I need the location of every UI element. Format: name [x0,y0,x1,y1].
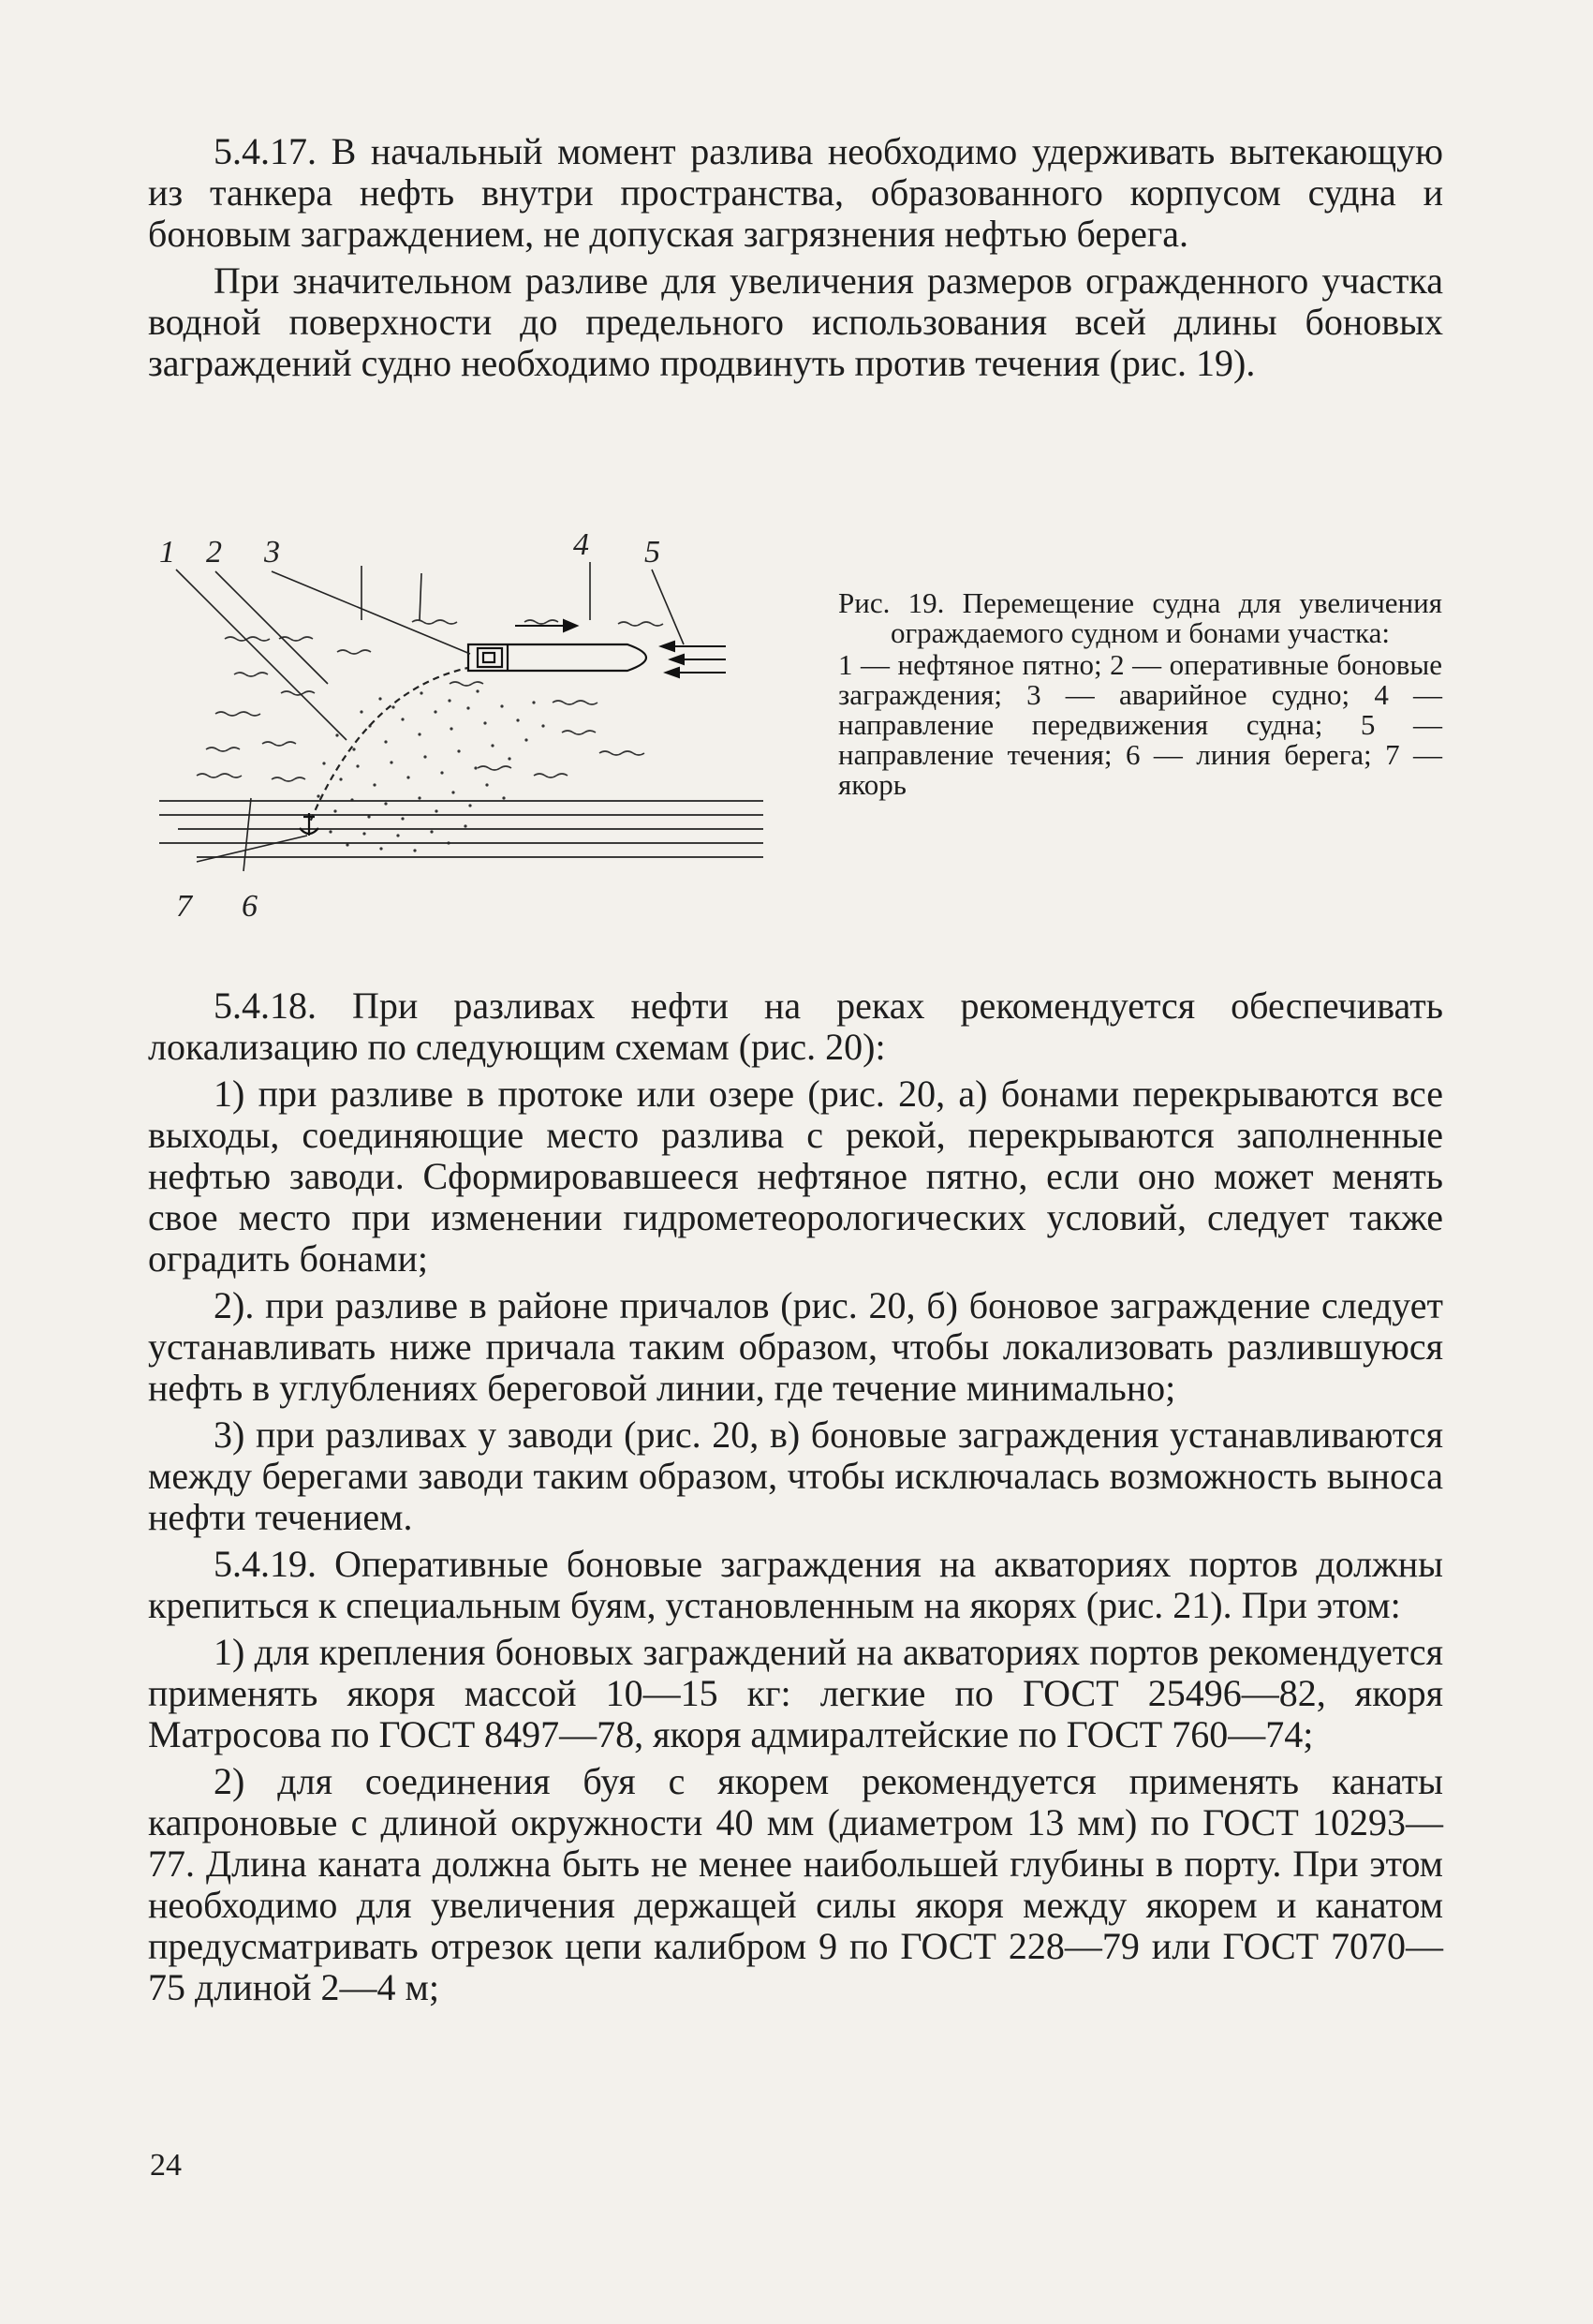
figure-label-6: 6 [242,889,258,924]
paragraph-5-4-17: 5.4.17. В начальный момент разлива необходимо удерживать вытекающую из танкера нефть внутри пространства, образованного корпусом судна и боновым заграждением, не допуская загрязнения нефтью берега. [148,130,1443,255]
figure-19-caption [838,588,1442,800]
figure-label-5: 5 [644,535,660,570]
anchor-icon [300,813,318,836]
text-block-main [148,985,1443,2008]
paragraph-anchors: 1) для крепления боновых заграждений на акваториях портов рекомендуется применять якоря массой 10—15 кг: легкие по ГОСТ 25496—82, якоря Матросова по ГОСТ 8497—78, якоря адмиралтейские по ГОСТ 760—74; [148,1631,1443,1755]
figure-label-1: 1 [159,535,175,570]
ship [468,644,646,671]
text-block-top [148,131,1443,384]
paragraph-large-spill: При значительном разливе для увеличения размеров огражденного участка водной поверхности до предельного использования всей длины боновых заграждений судно необходимо продвинуть против течения (рис. 19). [148,259,1443,384]
leader-lines [176,562,684,871]
paragraph-scheme-3: 3) при разливах у заводи (рис. 20, в) боновые заграждения устанавливаются между берегами заводи таким образом, чтобы исключалась возможность выноса нефти течением. [148,1414,1443,1538]
caption-title: Рис. 19. Перемещение судна для увеличения ограждаемого судном и бонами участка: [838,586,1442,649]
page-number: 24 [150,2148,182,2183]
figure-label-2: 2 [206,535,222,570]
paragraph-scheme-2: 2). при разливе в районе причалов (рис. 20, б) боновое заграждение следует устанавливать ниже причала таким образом, чтобы локализовать разлившуюся нефть в углублениях береговой линии, где течение минимально; [148,1284,1443,1409]
figure-19 [140,534,777,927]
paragraph-ropes: 2) для соединения буя с якорем рекомендуется применять канаты капроновые с длиной окружности 40 мм (диаметром 13 мм) по ГОСТ 10293—77. Длина каната должна быть не менее наибольшей глубины в порту. При этом необходимо для увеличения держащей силы якоря между якорем и канатом предусматривать отрезок цепи калибром 9 по ГОСТ 228—79 или ГОСТ 7070—75 длиной 2—4 м; [148,1760,1443,2008]
oil-spot [317,689,544,851]
figure-label-3: 3 [264,535,280,570]
paragraph-5-4-18: 5.4.18. При разливах нефти на реках рекомендуется обеспечивать локализацию по следующим схемам (рис. 20): [148,984,1443,1068]
paragraph-5-4-19: 5.4.19. Оперативные боновые заграждения на акваториях портов должны крепиться к специальным буям, установленным на якорях (рис. 21). При этом: [148,1543,1443,1626]
figure-label-4: 4 [573,534,589,562]
paragraph-scheme-1: 1) при разливе в протоке или озере (рис. 20, а) бонами перекрываются все выходы, соединяющие место разлива с рекой, перекрываются заполненные нефтью заводи. Сформировавшееся нефтяное пятно, если оно может менять свое место при изменении гидрометеорологических условий, следует также оградить бонами; [148,1073,1443,1280]
caption-legend: 1 — нефтяное пятно; 2 — оперативные боновые заграждения; 3 — аварийное судно; 4 — направление передвижения судна; 5 — направление течения; 6 — линия берега; 7 — якорь [838,648,1442,801]
figure-19-drawing [140,534,777,927]
figure-label-7: 7 [176,889,192,924]
current-arrows [661,642,726,677]
